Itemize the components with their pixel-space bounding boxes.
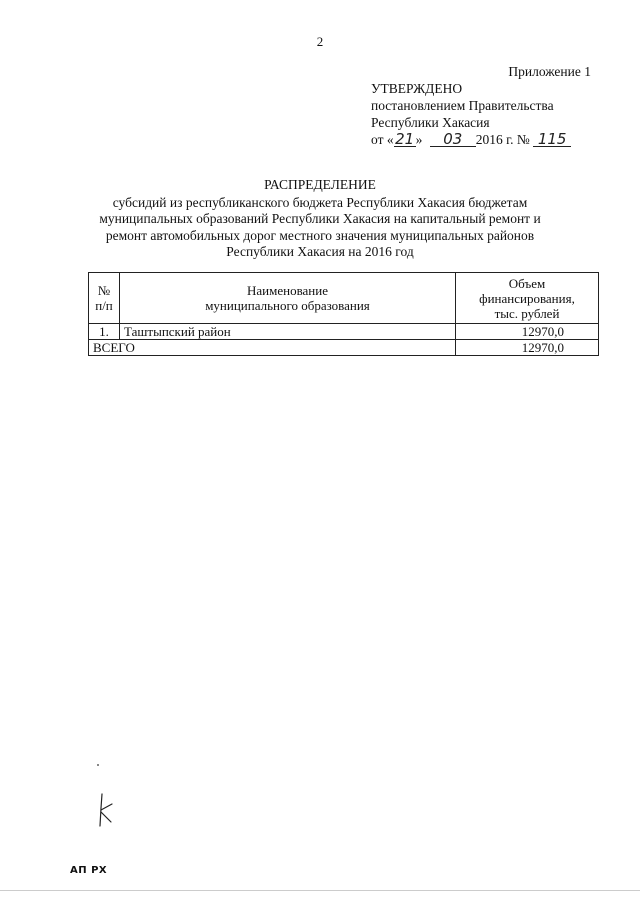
total-row — [89, 340, 599, 356]
document-title — [60, 177, 580, 261]
header-num — [89, 273, 120, 324]
handwritten-day: 21 — [395, 130, 415, 148]
row-num: 1. — [89, 324, 120, 340]
table-row — [89, 324, 599, 340]
title-heading: РАСПРЕДЕЛЕНИЕ — [264, 177, 376, 192]
row-amount: 12970,0 — [456, 324, 599, 340]
bottom-divider — [0, 890, 640, 891]
scan-mark — [97, 764, 99, 766]
approval-line-1: постановлением Правительства — [371, 98, 554, 113]
handwritten-number: 115 — [533, 132, 571, 147]
total-amount: 12970,0 — [456, 340, 599, 356]
allocation-table — [88, 272, 599, 356]
approval-line-2: Республики Хакасия — [371, 115, 490, 130]
date-mid: » — [415, 132, 423, 147]
footer-stamp: АП РХ — [70, 865, 108, 876]
header-num-line-1: № — [97, 283, 111, 298]
header-name-line-1: Наименование — [247, 283, 328, 298]
title-line-1: субсидий из республиканского бюджета Республики Хакасия бюджетам — [112, 194, 528, 210]
approval-date-line — [371, 131, 571, 148]
header-num-line-2: п/п — [95, 298, 113, 313]
page-number: 2 — [316, 34, 324, 49]
approval-block — [371, 80, 571, 148]
title-line-3: ремонт автомобильных дорог местного значения муниципальных районов — [105, 227, 535, 243]
table-header-row — [89, 273, 599, 324]
title-line-4: Республики Хакасия на 2016 год — [226, 244, 414, 259]
total-label: ВСЕГО — [89, 340, 456, 356]
header-amount-line-3: тыс. рублей — [494, 305, 560, 321]
row-name: Таштыпский район — [120, 324, 456, 340]
date-prefix: от « — [371, 132, 394, 147]
header-amount — [456, 273, 599, 324]
title-line-2: муниципальных образований Республики Хакасия на капитальный ремонт и — [99, 211, 541, 226]
header-amount-line-2: финансирования, — [479, 290, 575, 306]
header-amount-line-1: Объем — [508, 275, 546, 291]
approved-label: УТВЕРЖДЕНО — [371, 81, 463, 96]
header-name-line-2: муниципального образования — [205, 298, 370, 313]
handwritten-month: 03 — [430, 132, 476, 147]
initials-signature — [92, 792, 122, 835]
header-name — [120, 273, 456, 324]
year-text: 2016 г. № — [475, 132, 530, 147]
appendix-label: Приложение 1 — [508, 64, 591, 79]
